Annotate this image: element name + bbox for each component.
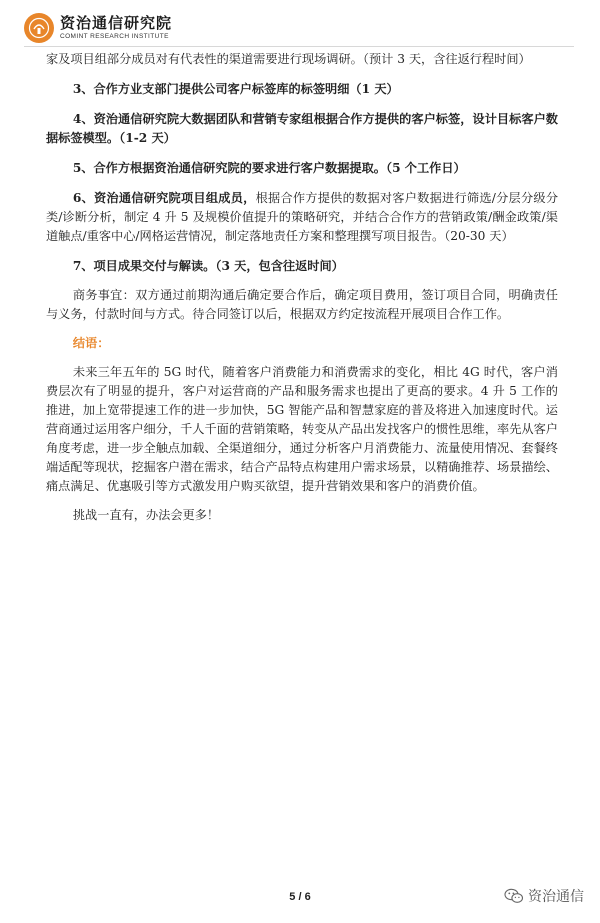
brand-name: 资治通信研究院 [60, 14, 173, 32]
conclusion-heading: 结语： [72, 336, 110, 350]
brand-name-english: COMINT RESEARCH INSTITUTE [60, 33, 169, 40]
institute-logo-icon [24, 13, 54, 43]
step-5: 5、合作方根据资治通信研究院的要求进行客户数据提取。（5 个工作日） [72, 161, 466, 175]
step-6-lead: 6、资治通信研究院项目组成员， [72, 191, 256, 205]
step-6 [46, 189, 558, 246]
conclusion-paragraph: 未来三年五年的 5G 时代，随着客户消费能力和消费需求的变化，相比 4G 时代，客户消费层次有了明显的提升，客户对运营商的产品和服务需求也提出了更高的要求。4 升 5 工作的推进，加上宽带提速工作的进一步加快，5G 智能产品和智慧家庭的普及将进入加速度时代。运营商通过运用客户细分，千人千面的营销策略，转变从产品出发找客户的惯性思维，率先从客户角度考虑，进一步全触点加载、全渠道细分，通过分析客户月消费能力、流量使用情况、套餐终端适配等现状，挖掘客户潜在需求，结合产品特点构建用户需求场景，以精确推荐、场景描绘、痛点满足、优惠吸引等方式激发用户购买欲望，提升营销效果和客户的消费价值。 [46, 365, 558, 493]
wechat-watermark [504, 886, 584, 906]
closing-line: 挑战一直有，办法会更多！ [72, 508, 220, 522]
step-3: 3、合作方业支部门提供公司客户标签库的标签明细（1 天） [72, 82, 399, 96]
step-6-body: 根据合作方提供的数据对客户数据进行筛选/分层分级分类/诊断分析，制定 4 升 5 及规模价值提升的策略研究，并结合合作方的营销政策/酬金政策/渠道触点/重客中心/网格运营情况，制定落地责任方案和整理撰写项目报告。（20-30 天） [46, 191, 559, 243]
intro-continuation: 家及项目组部分成员对有代表性的渠道需要进行现场调研。（预计 3 天，含往返行程时间） [46, 52, 531, 66]
page-header [24, 8, 172, 48]
step-7: 7、项目成果交付与解读。（3 天，包含往返时间） [72, 259, 344, 273]
page-number: 5 / 6 [289, 891, 311, 903]
business-paragraph: 商务事宜：双方通过前期沟通后确定要合作后，确定项目费用，签订项目合同，明确责任与义务，付款时间与方式。待合同签订以后，根据双方约定按流程开展项目合作工作。 [46, 288, 558, 321]
watermark-text: 资治通信 [528, 889, 584, 905]
wechat-icon [504, 888, 524, 904]
header-divider [24, 46, 574, 47]
document-body [46, 50, 558, 525]
step-4: 4、资治通信研究院大数据团队和营销专家组根据合作方提供的客户标签，设计目标客户数据标签模型。（1-2 天） [46, 112, 558, 145]
